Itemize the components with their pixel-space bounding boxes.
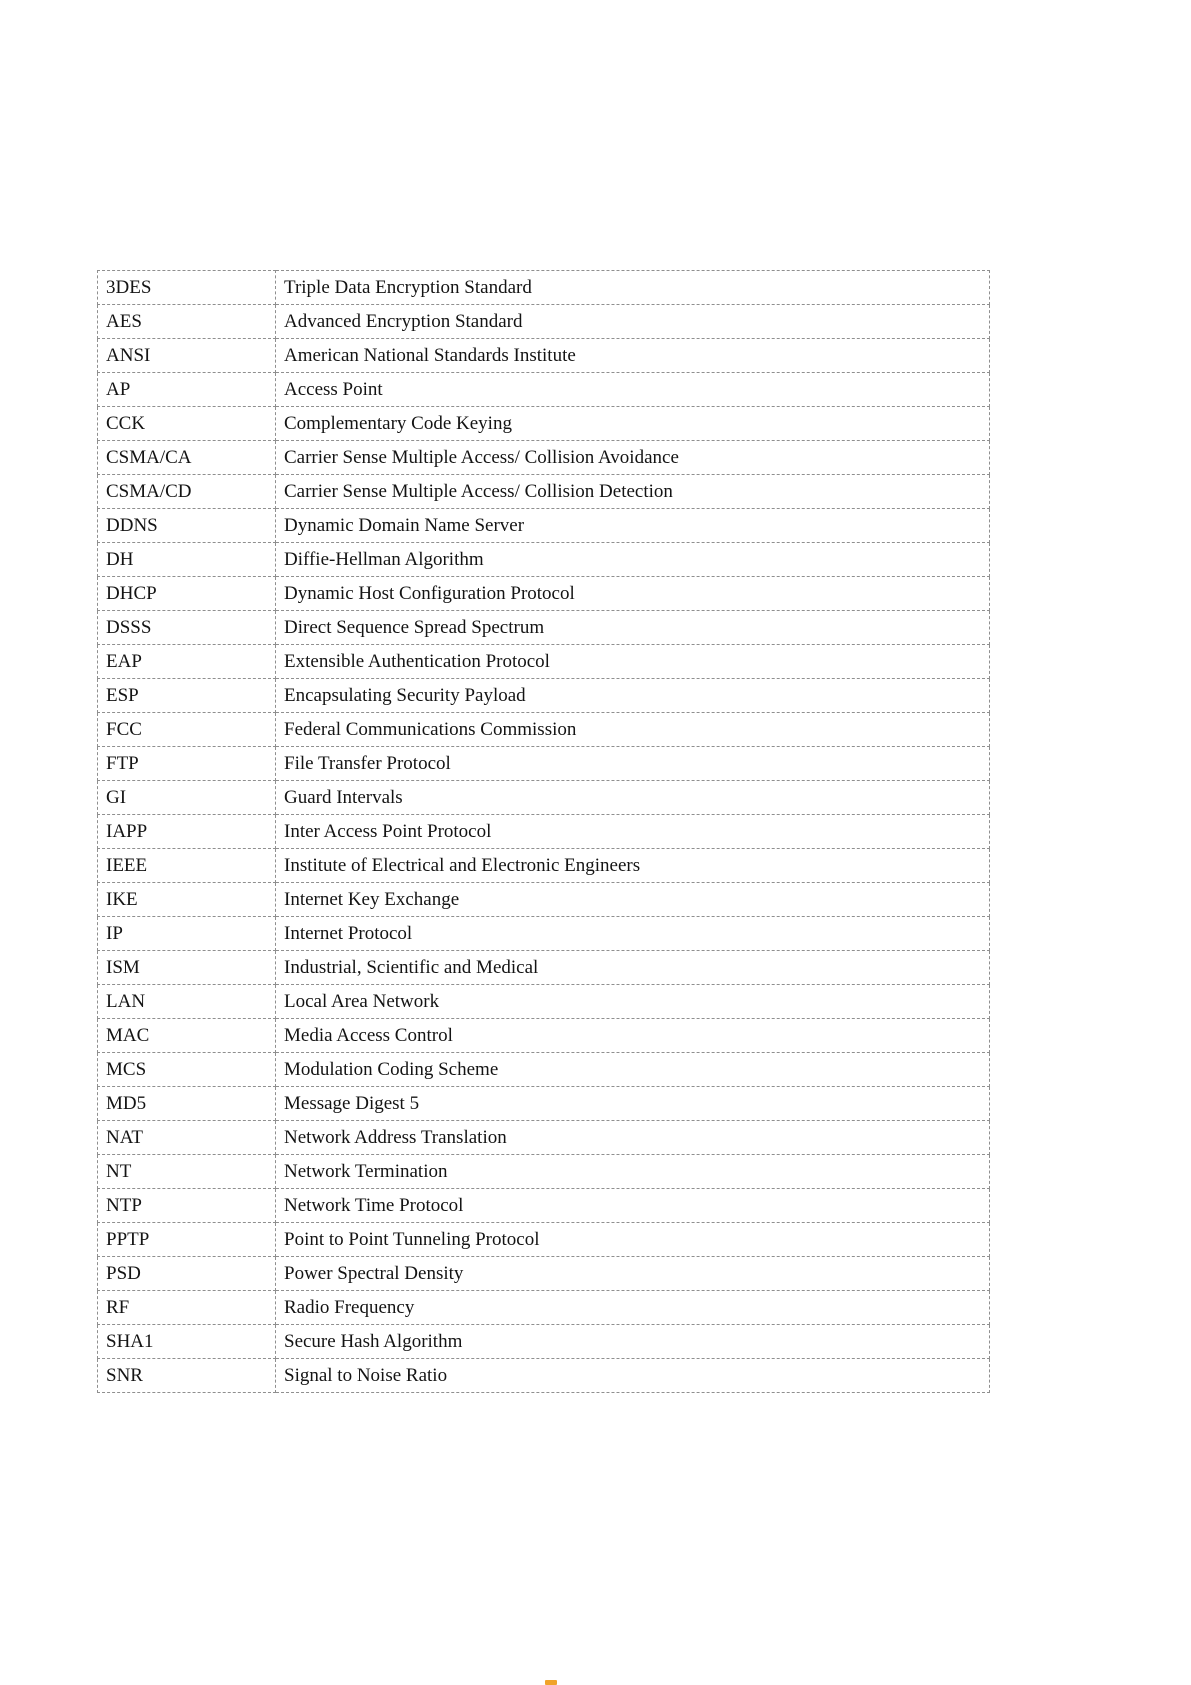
definition-cell: Industrial, Scientific and Medical — [276, 951, 990, 985]
acronym-cell: MCS — [98, 1053, 276, 1087]
acronym-cell: SNR — [98, 1359, 276, 1393]
acronym-cell: MD5 — [98, 1087, 276, 1121]
table-row — [98, 815, 990, 849]
acronym-cell: NT — [98, 1155, 276, 1189]
acronym-cell: MAC — [98, 1019, 276, 1053]
acronym-cell: ISM — [98, 951, 276, 985]
acronym-cell: PPTP — [98, 1223, 276, 1257]
glossary-table-body — [98, 271, 990, 1393]
acronym-cell: DSSS — [98, 611, 276, 645]
table-row — [98, 951, 990, 985]
table-row — [98, 1291, 990, 1325]
definition-cell: Carrier Sense Multiple Access/ Collision Detection — [276, 475, 990, 509]
definition-cell: Federal Communications Commission — [276, 713, 990, 747]
acronym-cell: IP — [98, 917, 276, 951]
table-row — [98, 985, 990, 1019]
table-row — [98, 475, 990, 509]
table-row — [98, 271, 990, 305]
acronym-cell: GI — [98, 781, 276, 815]
definition-cell: Diffie-Hellman Algorithm — [276, 543, 990, 577]
acronym-cell: PSD — [98, 1257, 276, 1291]
acronym-cell: AP — [98, 373, 276, 407]
footer-mark — [545, 1680, 557, 1685]
table-row — [98, 543, 990, 577]
table-row — [98, 1019, 990, 1053]
definition-cell: Dynamic Domain Name Server — [276, 509, 990, 543]
acronym-cell: NAT — [98, 1121, 276, 1155]
definition-cell: Internet Protocol — [276, 917, 990, 951]
definition-cell: Modulation Coding Scheme — [276, 1053, 990, 1087]
definition-cell: Triple Data Encryption Standard — [276, 271, 990, 305]
acronym-cell: ESP — [98, 679, 276, 713]
acronym-cell: IKE — [98, 883, 276, 917]
definition-cell: Carrier Sense Multiple Access/ Collision Avoidance — [276, 441, 990, 475]
definition-cell: Network Time Protocol — [276, 1189, 990, 1223]
table-row — [98, 883, 990, 917]
table-row — [98, 509, 990, 543]
acronym-cell: IAPP — [98, 815, 276, 849]
definition-cell: Secure Hash Algorithm — [276, 1325, 990, 1359]
acronym-cell: 3DES — [98, 271, 276, 305]
definition-cell: American National Standards Institute — [276, 339, 990, 373]
definition-cell: Complementary Code Keying — [276, 407, 990, 441]
definition-cell: Radio Frequency — [276, 1291, 990, 1325]
table-row — [98, 1325, 990, 1359]
acronym-cell: LAN — [98, 985, 276, 1019]
table-row — [98, 781, 990, 815]
acronym-cell: DDNS — [98, 509, 276, 543]
definition-cell: Direct Sequence Spread Spectrum — [276, 611, 990, 645]
acronym-cell: IEEE — [98, 849, 276, 883]
table-row — [98, 1053, 990, 1087]
table-row — [98, 849, 990, 883]
definition-cell: Extensible Authentication Protocol — [276, 645, 990, 679]
table-row — [98, 305, 990, 339]
table-row — [98, 1155, 990, 1189]
table-row — [98, 917, 990, 951]
table-row — [98, 339, 990, 373]
acronym-cell: FTP — [98, 747, 276, 781]
acronym-cell: CCK — [98, 407, 276, 441]
definition-cell: Network Termination — [276, 1155, 990, 1189]
table-row — [98, 747, 990, 781]
table-row — [98, 1087, 990, 1121]
acronym-cell: RF — [98, 1291, 276, 1325]
acronym-cell: DHCP — [98, 577, 276, 611]
definition-cell: Encapsulating Security Payload — [276, 679, 990, 713]
definition-cell: Message Digest 5 — [276, 1087, 990, 1121]
acronym-cell: NTP — [98, 1189, 276, 1223]
table-row — [98, 577, 990, 611]
table-row — [98, 713, 990, 747]
table-row — [98, 1189, 990, 1223]
table-row — [98, 611, 990, 645]
acronym-cell: CSMA/CD — [98, 475, 276, 509]
table-row — [98, 679, 990, 713]
table-row — [98, 1359, 990, 1393]
definition-cell: Signal to Noise Ratio — [276, 1359, 990, 1393]
definition-cell: Media Access Control — [276, 1019, 990, 1053]
definition-cell: Access Point — [276, 373, 990, 407]
definition-cell: Internet Key Exchange — [276, 883, 990, 917]
table-row — [98, 1121, 990, 1155]
definition-cell: Advanced Encryption Standard — [276, 305, 990, 339]
acronym-cell: SHA1 — [98, 1325, 276, 1359]
definition-cell: File Transfer Protocol — [276, 747, 990, 781]
acronym-cell: EAP — [98, 645, 276, 679]
definition-cell: Network Address Translation — [276, 1121, 990, 1155]
definition-cell: Point to Point Tunneling Protocol — [276, 1223, 990, 1257]
acronym-cell: CSMA/CA — [98, 441, 276, 475]
table-row — [98, 645, 990, 679]
definition-cell: Institute of Electrical and Electronic Engineers — [276, 849, 990, 883]
acronym-cell: FCC — [98, 713, 276, 747]
definition-cell: Dynamic Host Configuration Protocol — [276, 577, 990, 611]
definition-cell: Inter Access Point Protocol — [276, 815, 990, 849]
acronym-cell: DH — [98, 543, 276, 577]
table-row — [98, 1223, 990, 1257]
acronym-cell: AES — [98, 305, 276, 339]
definition-cell: Guard Intervals — [276, 781, 990, 815]
definition-cell: Power Spectral Density — [276, 1257, 990, 1291]
table-row — [98, 1257, 990, 1291]
table-row — [98, 407, 990, 441]
table-row — [98, 441, 990, 475]
table-row — [98, 373, 990, 407]
glossary-table — [97, 270, 990, 1393]
definition-cell: Local Area Network — [276, 985, 990, 1019]
acronym-cell: ANSI — [98, 339, 276, 373]
